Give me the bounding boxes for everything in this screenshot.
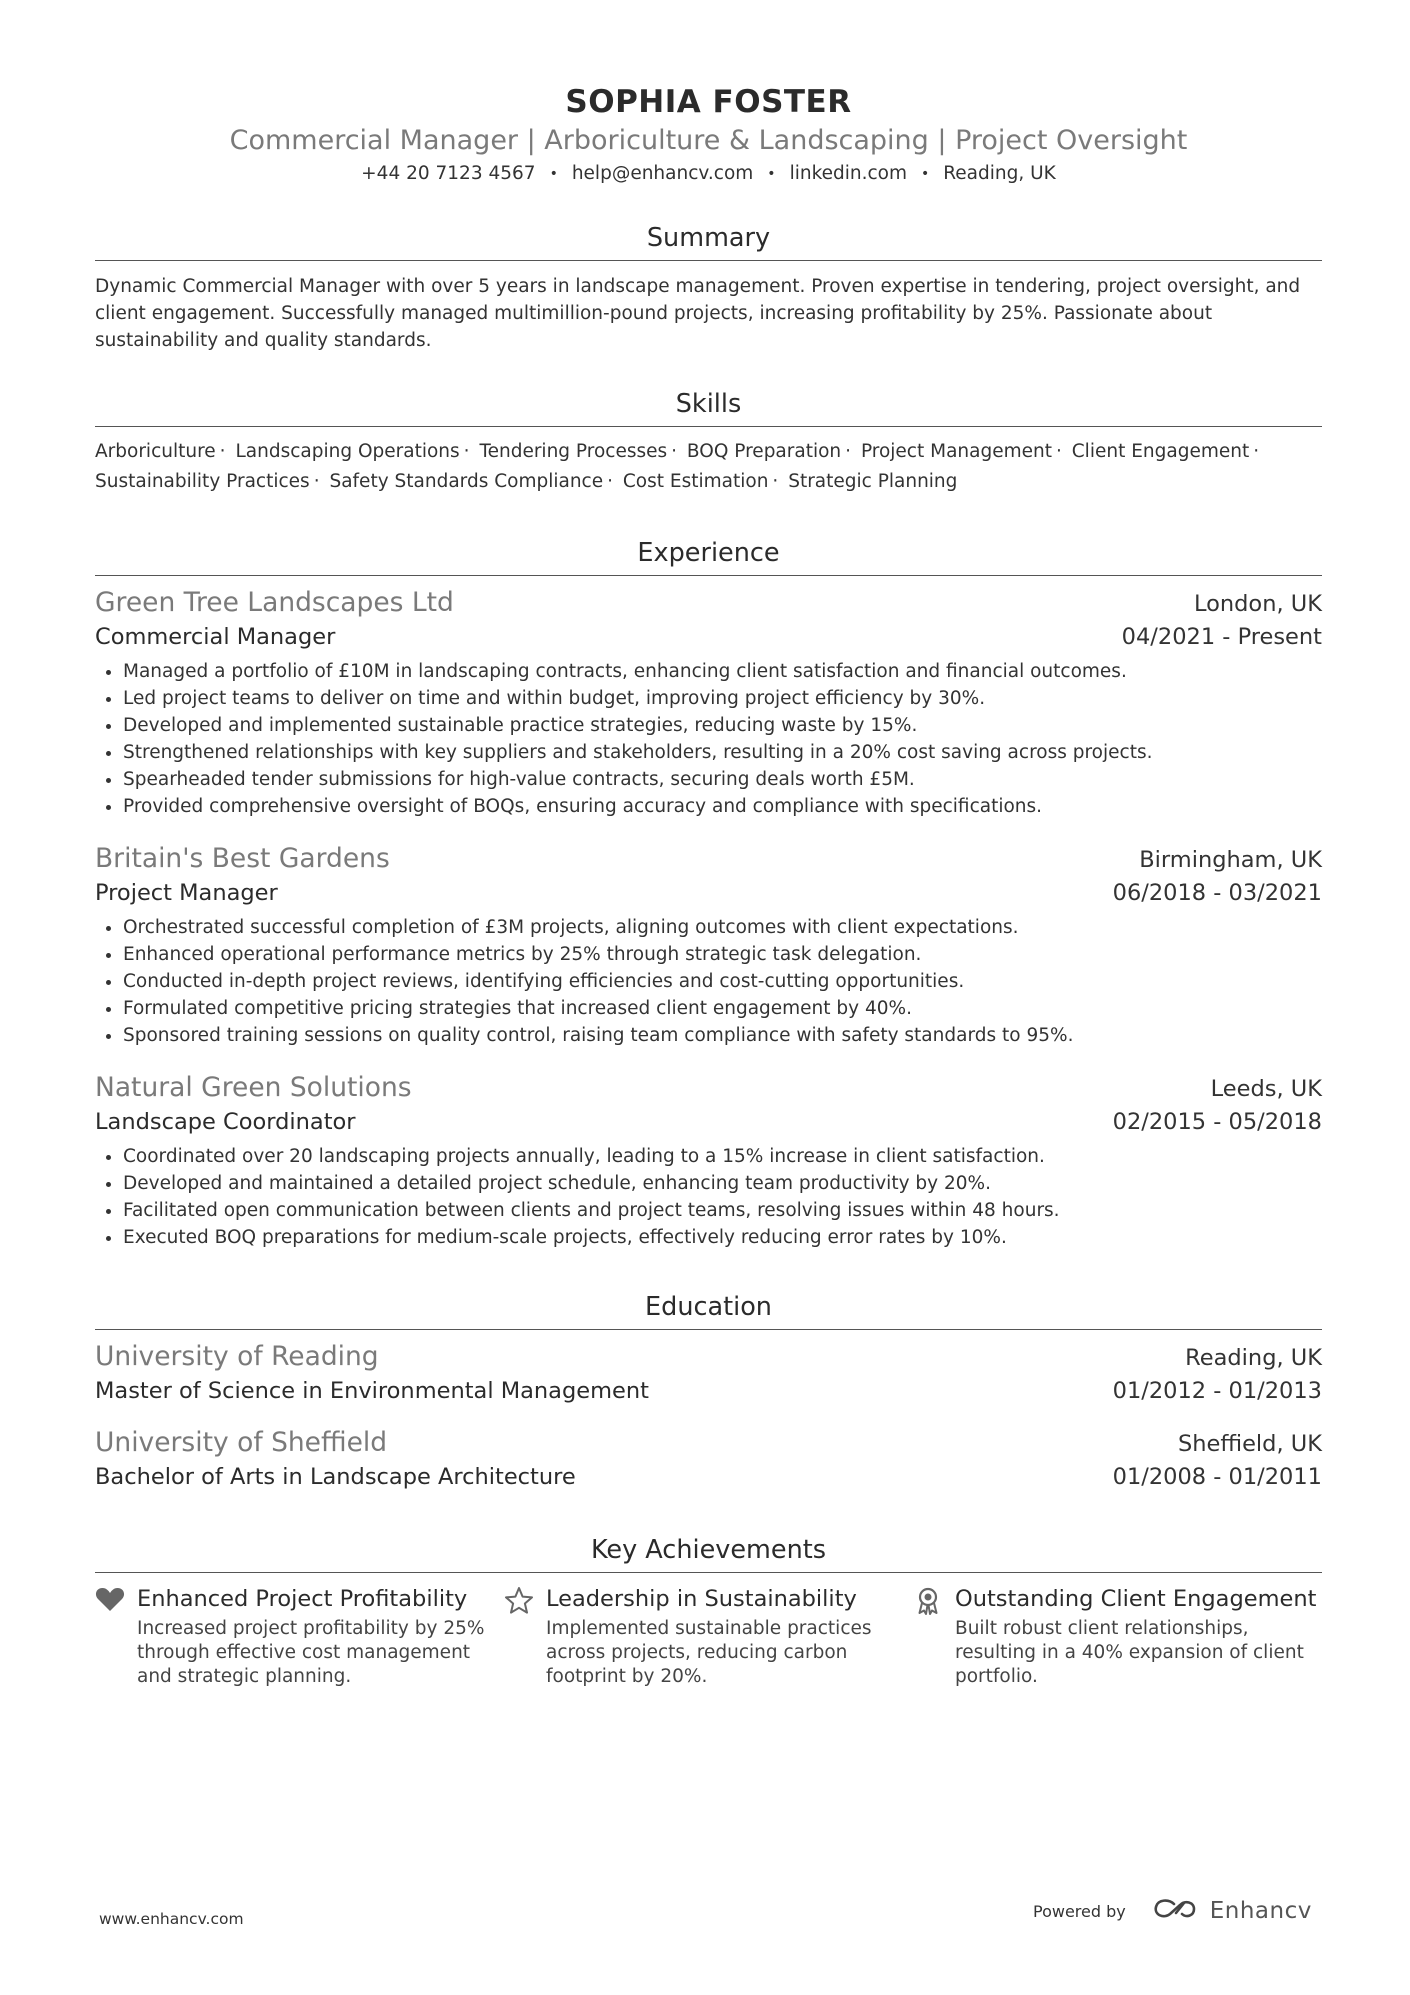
achievement-item: [913, 1583, 1322, 1689]
skill-separator: ·: [313, 471, 320, 492]
footer-website[interactable]: www.enhancv.com: [99, 1910, 244, 1928]
job-company: Green Tree Landscapes Ltd: [95, 587, 454, 618]
education-list: [95, 1340, 1322, 1494]
skill-item: Landscaping Operations: [235, 441, 460, 462]
skill-item: Project Management: [860, 441, 1052, 462]
job-bullet: • Enhanced operational performance metrics by 25% through strategic task delegation.: [123, 941, 1322, 968]
brand-name: Enhancv: [1209, 1898, 1312, 1924]
job-entry: [95, 586, 1322, 820]
skill-item: Safety Standards Compliance: [329, 471, 604, 492]
job-dates: 06/2018 - 03/2021: [1112, 880, 1322, 906]
achievement-item: [95, 1583, 504, 1689]
enhancv-logo-icon: [1152, 1897, 1200, 1925]
achievements-heading: Key Achievements: [95, 1532, 1322, 1573]
job-role-row: [95, 620, 1322, 654]
job-bullet: • Developed and implemented sustainable practice strategies, reducing waste by 15%.: [123, 712, 1322, 739]
award-icon: [913, 1583, 955, 1689]
skills-section: [95, 386, 1322, 497]
skills-heading: Skills: [95, 386, 1322, 427]
education-dates: 01/2008 - 01/2011: [1112, 1464, 1322, 1490]
achievement-desc: Implemented sustainable practices across projects, reducing carbon footprint by 20%.: [546, 1618, 872, 1687]
contact-email[interactable]: help@enhancv.com: [571, 163, 754, 184]
job-role-row: [95, 876, 1322, 910]
job-bullet: • Managed a portfolio of £10M in landscaping contracts, enhancing client satisfaction and financial outcomes.: [123, 658, 1322, 685]
achievement-desc: Increased project profitability by 25% through effective cost management and strategic planning.: [137, 1618, 485, 1687]
education-degree: Bachelor of Arts in Landscape Architecture: [95, 1464, 576, 1490]
job-header-row: [95, 586, 1322, 620]
job-bullet: • Strengthened relationships with key suppliers and stakeholders, resulting in a 20% cost saving across projects.: [123, 739, 1322, 766]
job-bullet: • Provided comprehensive oversight of BOQs, ensuring accuracy and compliance with specifications.: [123, 793, 1322, 820]
job-entry: [95, 842, 1322, 1049]
education-degree: Master of Science in Environmental Management: [95, 1378, 649, 1404]
job-company: Britain's Best Gardens: [95, 843, 390, 874]
contact-line: [95, 160, 1322, 188]
job-bullet: • Spearheaded tender submissions for high-value contracts, securing deals worth £5M.: [123, 766, 1322, 793]
achievement-title: Outstanding Client Engagement: [955, 1586, 1317, 1612]
achievement-body: [955, 1583, 1316, 1689]
contact-separator: •: [549, 166, 558, 182]
job-bullet: • Orchestrated successful completion of £3M projects, aligning outcomes with client expectations.: [123, 914, 1322, 941]
jobs-list: [95, 586, 1322, 1251]
job-bullets: [95, 914, 1322, 1049]
candidate-title: Commercial Manager | Arboriculture & Landscaping | Project Oversight: [229, 125, 1188, 156]
job-company: Natural Green Solutions: [95, 1072, 412, 1103]
job-bullets: [95, 658, 1322, 820]
job-bullet: • Coordinated over 20 landscaping projects annually, leading to a 15% increase in client satisfaction.: [123, 1143, 1322, 1170]
contact-separator: •: [921, 166, 930, 182]
experience-heading: Experience: [95, 535, 1322, 576]
job-header-row: [95, 842, 1322, 876]
job-bullet: • Executed BOQ preparations for medium-scale projects, effectively reducing error rates by 10%.: [123, 1224, 1322, 1251]
job-bullet: • Conducted in-depth project reviews, identifying efficiencies and cost-cutting opportunities.: [123, 968, 1322, 995]
skill-separator: ·: [671, 441, 678, 462]
job-role-row: [95, 1105, 1322, 1139]
achievement-body: [137, 1583, 487, 1689]
skill-item: BOQ Preparation: [686, 441, 842, 462]
contact-location: Reading, UK: [943, 163, 1056, 184]
job-entry: [95, 1071, 1322, 1251]
skill-item: Strategic Planning: [788, 471, 958, 492]
footer-branding: [1033, 1897, 1312, 1925]
job-bullet: • Developed and maintained a detailed project schedule, enhancing team productivity by 20%.: [123, 1170, 1322, 1197]
heart-icon: [95, 1583, 137, 1689]
education-entry: [95, 1340, 1322, 1408]
contact-linkedin[interactable]: linkedin.com: [789, 163, 908, 184]
skill-item: Cost Estimation: [622, 471, 769, 492]
achievement-item: [504, 1583, 913, 1689]
skills-list: [95, 437, 1322, 497]
skill-separator: ·: [463, 441, 470, 462]
education-school: University of Sheffield: [95, 1427, 388, 1458]
job-role: Project Manager: [95, 880, 278, 906]
summary-heading: Summary: [95, 220, 1322, 261]
achievement-desc: Built robust client relationships, resulting in a 40% expansion of client portfolio.: [955, 1618, 1304, 1687]
job-bullets: [95, 1143, 1322, 1251]
education-header-row: [95, 1426, 1322, 1460]
education-header-row: [95, 1340, 1322, 1374]
job-dates: 02/2015 - 05/2018: [1112, 1109, 1322, 1135]
skill-item: Client Engagement: [1071, 441, 1250, 462]
contact-separator: •: [767, 166, 776, 182]
job-role: Commercial Manager: [95, 624, 336, 650]
skill-item: Arboriculture: [95, 441, 216, 462]
job-role: Landscape Coordinator: [95, 1109, 356, 1135]
resume-header: [95, 82, 1322, 188]
skill-separator: ·: [1253, 441, 1260, 462]
job-location: London, UK: [1193, 591, 1322, 617]
skill-separator: ·: [607, 471, 613, 492]
education-location: Reading, UK: [1185, 1345, 1322, 1371]
job-bullet: • Led project teams to deliver on time and within budget, improving project efficiency by 30%.: [123, 685, 1322, 712]
skill-item: Sustainability Practices: [95, 471, 310, 492]
achievements-section: [95, 1532, 1322, 1689]
skill-separator: ·: [772, 471, 779, 492]
experience-section: [95, 535, 1322, 1251]
education-degree-row: [95, 1460, 1322, 1494]
job-bullet: • Facilitated open communication between clients and project teams, resolving issues within 48 hours.: [123, 1197, 1322, 1224]
achievements-grid: [95, 1583, 1322, 1689]
skill-separator: ·: [845, 441, 852, 462]
achievement-body: [546, 1583, 896, 1689]
job-location: Leeds, UK: [1210, 1076, 1322, 1102]
contact-phone[interactable]: +44 20 7123 4567: [361, 163, 536, 184]
skill-separator: ·: [1055, 441, 1062, 462]
candidate-name: SOPHIA FOSTER: [565, 84, 852, 120]
education-section: [95, 1289, 1322, 1494]
star-icon: [504, 1583, 546, 1689]
education-heading: Education: [95, 1289, 1322, 1330]
education-dates: 01/2012 - 01/2013: [1112, 1378, 1322, 1404]
education-entry: [95, 1426, 1322, 1494]
education-degree-row: [95, 1374, 1322, 1408]
job-header-row: [95, 1071, 1322, 1105]
job-bullet: • Formulated competitive pricing strategies that increased client engagement by 40%.: [123, 995, 1322, 1022]
education-school: University of Reading: [95, 1341, 379, 1372]
resume-page: [95, 82, 1322, 1689]
achievement-title: Enhanced Project Profitability: [137, 1586, 468, 1612]
powered-by-label: Powered by: [1033, 1901, 1126, 1921]
achievement-title: Leadership in Sustainability: [546, 1586, 857, 1612]
job-bullet: • Sponsored training sessions on quality control, raising team compliance with safety standards to 95%.: [123, 1022, 1322, 1049]
job-location: Birmingham, UK: [1139, 847, 1322, 873]
summary-text: Dynamic Commercial Manager with over 5 years in landscape management. Proven expertise in tendering, project oversight, and client engagement. Successfully managed multimillion-pound projects, increasing profitability by 25%. Passionate about sustainability and quality standards.: [95, 276, 1301, 351]
summary-section: [95, 220, 1322, 354]
education-location: Sheffield, UK: [1177, 1431, 1322, 1457]
skill-item: Tendering Processes: [479, 441, 668, 462]
job-dates: 04/2021 - Present: [1121, 624, 1322, 650]
skill-separator: ·: [219, 441, 226, 462]
